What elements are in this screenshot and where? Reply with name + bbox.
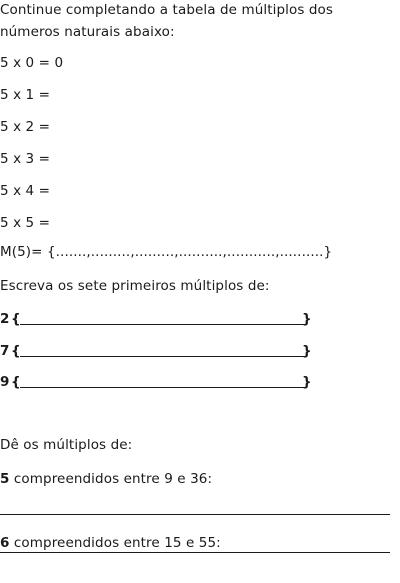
multiples-row-7 [0,343,320,363]
multiple-number: 2 [0,311,10,327]
answer-line[interactable] [20,356,304,357]
multiples-row-2 [0,311,320,331]
answer-line[interactable] [20,387,304,388]
open-brace: { [11,374,21,390]
table-row-1: 5 x 1 = [0,87,51,103]
table-row-5: 5 x 5 = [0,215,51,231]
answer-line[interactable] [20,324,304,325]
question-number: 6 [0,535,10,551]
table-row-2: 5 x 2 = [0,119,51,135]
close-brace: } [302,311,312,327]
instruction-line-2: números naturais abaixo: [0,24,175,40]
open-brace: { [11,343,21,359]
close-brace: } [302,374,312,390]
question-text: compreendidos entre 15 e 55: [9,535,221,551]
answer-line-5[interactable] [0,514,390,515]
answer-line-6[interactable] [0,552,390,553]
instruction-multiples: Escreva os sete primeiros múltiplos de: [0,278,270,294]
instruction-line-1: Continue completando a tabela de múltiplos dos [0,2,334,18]
multiples-row-9 [0,374,320,394]
close-brace: } [302,343,312,359]
question-5 [0,471,212,487]
table-row-0: 5 x 0 = 0 [0,55,64,71]
instruction-de-multiplos: Dê os múltiplos de: [0,437,133,453]
table-row-4: 5 x 4 = [0,183,51,199]
open-brace: { [11,311,21,327]
question-text: compreendidos entre 9 e 36: [9,471,213,487]
question-number: 5 [0,471,10,487]
table-row-3: 5 x 3 = [0,151,51,167]
question-6 [0,535,221,551]
multiple-number: 7 [0,343,10,359]
multiples-set-m5: M(5)= {.......,.........,.........,..........,...........,..........} [0,244,333,260]
multiple-number: 9 [0,374,10,390]
